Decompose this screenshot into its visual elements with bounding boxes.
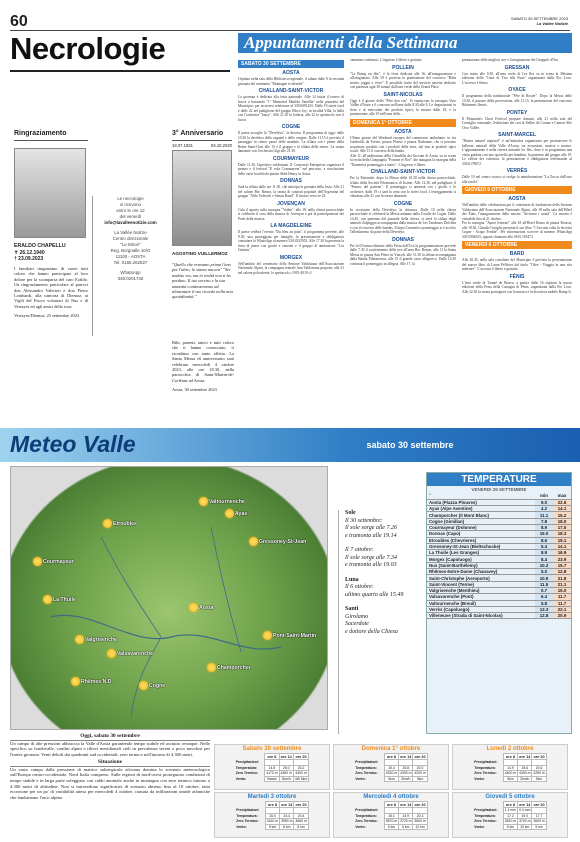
- table-row: Valtournenche (Breuil) 5.8 11.7: [427, 600, 571, 606]
- table-row: Cogne (Gimillan) 7.8 18.0: [427, 518, 571, 524]
- appuntamenti-banner: Appuntamenti della Settimana: [238, 33, 572, 53]
- forecast-panel: Lunedì 2 ottobre ore 8 ore 14 ore 20 Precipitazioni: Temperatura: 14.9 25.6 20.6 Zero Termico: 4400 m 4350 m 4250 m Vento: 5km 2km/h 5km: [452, 744, 568, 790]
- event-town: VERRÈS: [506, 168, 528, 174]
- event-town: DONNAS: [392, 236, 414, 243]
- map-location: Valgrisenche: [75, 635, 117, 644]
- header-date: SABATO 30 SETTEMBRE 2023 La Vallée Notizie: [511, 16, 568, 26]
- eraldo-text: I familiari ringraziano di cuore tutti coloro che hanno partecipato al loro dolore per la scomparsa del caro Eraldo. Un ringraziamento particolare al parroci don Alessandro Valerioti e don Pietro Lombardi, alla cantoria di Diemoz, ai Vigili del Fuoco volontari di Nus e di Verrayes ed agli amici dello tour. Verrayes/Diemoz, 25 settembre 2023: [14, 266, 88, 319]
- forecast-panel: Mercoledì 4 ottobre ore 8 ore 14 ore 20 Precipitazioni: Temperatura: 15.1 24.9 20.3 Zero Termico: 3870 m 3720 m 3600 m Vento: 5 km 5 km 10 km: [333, 792, 449, 838]
- event-town: SAINT-MARCEL: [498, 132, 536, 138]
- agostino-text: Bibi, parenti, amici e tutti coloro che ti hanno conosciuto, ti ricordano con tanto affetto. La Santa Messa di anniversario sarà celebrata mercoledì 4 ottobre 2023, alle ore 18.30, nella parrocchia di Saint-Martin-de-Corléans ad Aosta. Aosta, 30 settembre 2023: [172, 340, 234, 393]
- photo-agostino: [172, 150, 232, 246]
- sun-icon: [225, 509, 234, 518]
- forecast-day: Sabato 30 settembre: [242, 746, 302, 752]
- event-town: CHALLAND-SAINT-VICTOR: [370, 169, 436, 175]
- map-location: Gressoney-St-Jean: [249, 537, 306, 546]
- appuntamenti-col-1: [238, 58, 344, 420]
- sun-icon: [189, 603, 198, 612]
- event-town: COGNE: [281, 124, 301, 130]
- forecast-day: Martedì 3 ottobre: [247, 794, 297, 800]
- forecast-panel: Sabato 30 settembre ore 8 ore 14 ore 20 Precipitazioni: Temperatura: 14.5 25.0 20.2 Zero Termico: 4170 m 4360 m 4300 m Vento: Hstato 2km/h 4W 6km: [214, 744, 330, 790]
- forecast-panel: Giovedì 5 ottobre ore 8 ore 14 ore 20 Precipitazioni: 1.1 mm 0.4 mm Temperatura: 17.2 19.0 17.7 Zero Termico: 3810 m 3700 m 3600 m Vento: 5 km 10 km 5 km: [452, 792, 568, 838]
- map-location: Courmayeur: [33, 557, 74, 566]
- event-town: OYACE: [508, 87, 526, 93]
- sun-icon: [33, 557, 42, 566]
- event-text: Per la 67esima edizione della Festa dell'Uva la programmazione prevede dalle 7.30 il conferimento delle uve all'area Bec Renon, alle 11 la Santa Messa in piazza San Pietro in Vincoli, alle 11.30 la sfilata accompagnata dalla Banda Filarmonica, alle 15 il grande carro allegorico. Dalle 14.30 continua il pomeriggio in allegria. Alle 17, la: [350, 243, 456, 266]
- table-row: Villeneuve (Strada di Saint-Nicolas) 12.8 20.9: [427, 613, 571, 619]
- event-text: "La Bourg en fête", è la festa dedicata alle 16, all'inaugurazione e all'artigianato. Alle 18 è prevista la premiazione del concorso "Bâtir trotter, joggui e vivre". E possibile fruire del servizio navetta dedicato con partenza ogni 30 minuti dall'area verde della Grand Place.: [350, 71, 456, 89]
- ringraziamento-rule: [14, 140, 88, 141]
- map-location: Ayas: [225, 509, 247, 518]
- necro-info-box: Le necrologie si ricevono entro le ore 12 del venerdì info@lavalleenotizie.com La Vallée Notizie Centro direzionale "Le Miroir" Reg. Borgnalle 10/G 11100 - AOSTA Tel. 0165.262527 WhatsApp 348.0201746: [92, 196, 166, 336]
- map-location: La Thuile: [43, 595, 76, 604]
- table-row: Valsavarenche (Pont) 6.4 11.7: [427, 594, 571, 600]
- map-location: Cogne: [139, 681, 165, 690]
- forecast-day: Domenica 1° ottobre: [361, 746, 421, 752]
- forecast-day: Mercoledì 4 ottobre: [363, 794, 419, 800]
- event-town: AOSTA: [508, 196, 526, 202]
- sun-icon: [207, 663, 216, 672]
- event-town: BARD: [509, 251, 525, 257]
- event-text: In occasione della Devetéya, la chiusura. Dalle 10 nella chiesa parrocchiale si celebrerà la Messa animata dalla Coralle de Cogne. Dalle 14.45, con partenza dal piazzale della chiesa, si terrà la sfilata degli animali d'alpeggio accompagnata dalla musica de Les Tambours Dolchen e con il concerto delle bandas. Il dopo Cesenatico pomeriggio si è accolto l'allestimento da parte della Devetéya.: [350, 207, 456, 234]
- table-row: Courmayeur (Dolonne) 8.9 17.5: [427, 524, 571, 530]
- temperature-table: [427, 493, 571, 619]
- event-town: COGNE: [393, 200, 413, 207]
- meteo-title: Meteo Valle: [10, 431, 136, 457]
- event-town: POLLEIN: [392, 64, 414, 71]
- ephemeris: Sole Il 30 settembre: Il sole sorge alle 7.26 e tramonta alle 19.14 Il 7 ottobre: Il sole sorge alle 7.34 e tramonta alle 19.03 Luna Il 6 ottobre: ultimo quarto alle 15.49 Santi Girolamo Sacerdote e dottore della Chiesa: [338, 510, 420, 734]
- event-text: Il paese celebra l'evento "Du bleu au pain", il programma prevede, alle 9.30, una passeggiata per famiglie, la presentazione e obbligatoria contattare lo WhatsApp al numero 338.4335952. Alle 17.30 la presenta la festa di paese con giochi e canzoni e il gruppo di animazione "Les Gamins".: [238, 230, 344, 252]
- table-row: Donnas (Capo) 15.0 18.3: [427, 531, 571, 537]
- table-row: Saint-Vincent (Terme) 11.5 21.1: [427, 581, 571, 587]
- event-town: AOSTA: [282, 70, 300, 76]
- event-text: Sarà la sfilata dalle ore 11.30, che anticipa la giornata della festa. Alle 21 nel salone Bec Renon, la serata di canzoni popolari dell'Argentina del gruppo "Aldo Tedeschi e Simon Rand". Il ritorno verso le 23.: [238, 185, 344, 198]
- appuntamenti-col-3: [462, 58, 572, 420]
- map-location: Champorcher: [207, 663, 251, 672]
- day-band: DOMENICA 1° OTTOBRE: [350, 119, 456, 127]
- event-text: Per la Patronale, dopo la Messa delle 10.30 nella chiesa parrocchiale, sfilata della Società Filarmonica di Issime. Alle 12.30, nel padiglione il "Pranzo del patrono". Il pomeriggio si animerà con i giochi e le orchestre, dalle 19 ci sarà la cena con lo street food. I festeggiamenti si chiudono alle 21 con la serata danzante.: [350, 176, 456, 198]
- day-band: VENERDÌ 6 OTTOBRE: [462, 241, 572, 249]
- event-text: Per la rassegna "Aperò letterari" alle 18 all'Hotel Roma di piazza Roncas, alle 18.30, Claudio Gariglio presenta il suo libro "C'era una volta la ferrovia Cogne - Acque Fredde". Per informazioni scrivere al numero WhatsApp 349.5904025, oppure chiamare allo 0165.185473.: [462, 221, 572, 239]
- day-band: GIOVEDÌ 5 OTTOBRE: [462, 186, 572, 194]
- event-text: La giornata è dedicata alla festa patronale. Alle 14 inizia il torneo di bocce a baraonda "1° Memorial Matilda Vanellia" nella piazzetta del Municipio; per iscriversi telefonare al 339.6091435. Dalle 19 street food e dalle 22 nel padiglione del gruppo Bloco Joy, in località Villa, la balla con l'orchestra "Jazzy". Alle 21.30 la lotteria, alle 22 lo spettacolo con il fuoco.: [238, 95, 344, 122]
- event-town: SAINT-NICOLAS: [383, 91, 423, 98]
- event-town: AOSTA: [394, 128, 412, 135]
- temperature-title: TEMPERATURE: [427, 473, 571, 486]
- eraldo-dates: ✝ 26.12.1940 † 23.09.2023: [14, 250, 45, 262]
- table-row: Champorcher (Il Mont Blanc) 11.1 15.2: [427, 512, 571, 518]
- event-town: MORGEX: [279, 254, 303, 261]
- email-link[interactable]: info@lavalleenotizie.com: [104, 220, 157, 225]
- event-town: DONNAS: [280, 178, 302, 184]
- agostino-quote: "Quello che eravamo prima l'uno per l'altro, lo siamo ancora" "Sei andato via, ma in realtà non ti ho perduto. Il tuo sorriso e la tua umanità continueranno ad alimentare il tuo ricordo nella mia quotidianità.": [172, 262, 233, 300]
- event-text: cammino continua». L'ingresso è libero e gratuito.: [350, 58, 423, 62]
- event-town: COURMAYEUR: [273, 155, 309, 162]
- necro-rule: [10, 70, 230, 72]
- event-text: Il paese accoglie la "Devétéya", la discesa. Il programma di oggi: dalle 10.30 la devètéya della vaganté e delle vergine. Dalle 11.15 è previsto il passaggio in centro paese delle mandrie. La sfilata con i premi della Reine Saint-Ours alle 15 e il gruppo e la sfilata delle reines. La serata danzante con l'orchestra Gigi alle 21.30.: [238, 131, 344, 153]
- event-text: Nell'ambito delle celebrazioni per il centenario di fondazione della Sezione Valdostana dell'Associazione Nazionale Alpini, alle 18 nella sala dell'Hôtel des États, l'inaugurazione della mostra "Arrivano i nostri". La mostra è visitabile fino al 21 ottobre.: [462, 203, 572, 221]
- agostino-dates: 18.07.1931 04.10.2020: [172, 143, 232, 148]
- meteo-text: Oggi, sabato 30 settembre Un campo di alte pressioni abbraccia la Valle d'Aosta garantendo tempo stabile ed asciutto ovunque. Nelle specifico su fondovalle, confini alpini e rilievi meridionali cieli in prevalenza sereni o poco nuvolosi per l'intera giornata. Venti deboli dai quadranti sud occidentali; zero termico nell'intorno di 4.300 metri. Situazione Un vasto campo dalla pressione di matrice subtropicale africana domina lo scenario meteorologico sull'Europa centro-occidentale. Nord Italia compreso. Sulle regioni di nord-ovest proseguono condizioni di tempo stabile e in larga parte soleggiato con caldo anomalo anche in montagna con zero termico intorno a 4.300 metri di altitudine. Non si intravedono significativi di scenario almeno fino al 10 ottobre, fatta eccezione per un po' di variabilità attesa per mercoledì 4 ottobre, causata da infiltrazioni umide atlantiche che lambiranno l'arco alpino.: [10, 733, 210, 801]
- event-town: JOVENÇAN: [277, 200, 305, 207]
- map-location: Rhêmes N.D.: [71, 677, 113, 686]
- event-text: Alle 20.45, nella sala consiliare del Municipio è prevista la presentazione del nuovo libro di Laura Pellicier dal titolo "Oltre - Viaggio in una vita interiore". L'accesso è libero e gratuito.: [462, 258, 572, 271]
- anniversario-label: 3° Anniversario: [172, 130, 224, 137]
- page-number: 60: [10, 13, 28, 30]
- aosta-map: [10, 466, 328, 730]
- necrologie-title: Necrologie: [10, 31, 166, 66]
- table-row: Valgrisenche (Menthieu) 0.7 15.0: [427, 587, 571, 593]
- event-town: LA MAGDELEINE: [270, 223, 312, 229]
- day-band: SABATO 30 SETTEMBRE: [238, 60, 344, 68]
- appuntamenti-col-2: [350, 58, 456, 420]
- forecast-panel: Martedì 3 ottobre ore 8 ore 14 ore 20 Precipitazioni: Temperatura: 15.0 24.4 20.4 Zero Termico: 4160 m 3950 m 3660 m Vento: 9 km 8 km 8 km: [214, 792, 330, 838]
- meteo-date-band: sabato 30 settembre: [366, 440, 454, 450]
- table-row: Verrès (Capoluogo) 13.3 22.1: [427, 606, 571, 612]
- sun-icon: [43, 595, 52, 604]
- event-text: Nell'ambito del centenario della Sezione Valdostana dell'Associazione Nazionale Alpini, la compagnia teatrale Ana Valdostana propone, alle 21 nel salone polivalente, lo spettacolo «1919-2019: il: [238, 261, 344, 275]
- sun-icon: [71, 677, 80, 686]
- sun-icon: [75, 635, 84, 644]
- event-text: Il programma della tradizionale "Fête di Rosier". Dopo la Messa delle 10.30, il passare della processione, alle 11.15, la premiazione del concorso Bâtiments fleuris.: [462, 94, 572, 107]
- event-text: Con inizio alle 9.30, all'area verde di Les Iles va in scena la 38esima edizione della "Gara di Tiro alla Fune" organizzata dalla Pro Loco. L'accesso è libero.: [462, 71, 572, 85]
- eraldo-name: ERALDO CHAPELLU: [14, 243, 66, 249]
- table-row: Morgex (Capoluogo) 8.4 23.9: [427, 556, 571, 562]
- event-town: GRESSAN: [504, 64, 530, 71]
- event-text: "Reiner naturel regional" è un'iniziativa organizzata per promuovere le bellezze naturali della Valle d'Aosta, tra escursioni, musica e mostre. L'appuntamento è nella riserva naturale les Iles, dove è in programma una visita guidata con uno sportello per bambini, la partenza dal gruppo alle 19. Le offerte dei volontari, la prenotazione è obbligatoria telefonando al 338.6178672.: [462, 139, 572, 166]
- sun-icon: [199, 497, 208, 506]
- map-location: Valtournenche: [199, 497, 245, 506]
- event-text: L'area verde di Tzanté de Bouva, a partire dalle 16 ospiterà la nuova edizione della Festa della Castagna di Fénis, organizzata dalla Pro Loco. Alle 22.30 la serata proseguirà con la musica e la discoteca mobile Rump It.: [462, 280, 572, 294]
- event-town: CHALLAND-SAINT-VICTOR: [258, 88, 324, 94]
- forecast-day: Lunedì 2 ottobre: [486, 746, 534, 752]
- table-row: Rhêmes-Notre-Dame (Chanavey) 5.0 12.8: [427, 569, 571, 575]
- agostino-name: AGOSTINO VUILLERMOZ: [172, 251, 228, 256]
- forecast-day: Giovedì 5 ottobre: [485, 794, 535, 800]
- event-text: Il Mountain's Choir Festival propone domani, alle 21 nella sala del Consiglio comunale, l'esibizione dei cori la Valliec de Cornaz e Cantori Alte Orco Vallée.: [462, 116, 572, 130]
- event-text: Dalle 11.30, l'aperitivo valdostano. Il Consorzio Entreprises organizza il pranzo e il festival "E vola Courmayeur" nel percorso, a conclusione delle varie località da piazza Abbé Henry in Aosta.: [238, 162, 344, 176]
- temperature-header: ° min max: [427, 493, 571, 499]
- event-text: Oggi è il giorno della "Féta dou vin". Si riuniscono la rassegna Vino Vallée d'Aoste e il concorso nell'area dalle 8.30 alle 9. Le degustazioni in fiera e al mercatino dei prodotti tipici; la mostra dalle 18, e la premiazione, alle 19 nell'area delle...: [350, 98, 456, 116]
- sun-icon: [249, 537, 258, 546]
- event-text: Ospitato nella sala della Biblioteca regionale, il sabato dalle 9 la seconda giornata del seminario "Montagne et identité".: [238, 77, 344, 86]
- map-location: Aosta: [189, 603, 213, 612]
- event-text: Dalle 10 nel centro storico si svolge la manifestazione "La Zucca dall'orto alla tavola".: [462, 175, 572, 184]
- event-town: FÉNIS: [509, 273, 525, 280]
- event-text: Alle 11, all'auditorium della Cittadella dei Giovani di Aosta, va in scena la recita della Compagnia "Pomme et Noe" che inaugura la rassegna della "Domenica pomeriggio a teatro". L'ingresso è libero.: [350, 153, 456, 167]
- event-text: Cala il sipario sulla rassegna "Vatlen": alle 18, nella chiesa parrocchiale si celebrerà il coro della musica di Jovençan e poi la partecipazione dei Poeti della musica.: [238, 207, 344, 221]
- sun-icon: [263, 631, 272, 640]
- sun-icon: [107, 649, 116, 658]
- event-text: Ultimo giorno del Weekend europeo del commercio ambulante: in via Garibaldi, da Torino, piazza Plouve e piazza Narbonne, che si possono acquistare prodotti con i prodotti della terra, dai vini ai prodotti tipici locali. Alle 15 il concerto della banda.: [350, 135, 456, 153]
- table-row: Ayas (Alpe Aventine) 4.2 14.1: [427, 506, 571, 512]
- table-row: Saint-Christophe (Aeroporto) 10.9 21.8: [427, 575, 571, 581]
- map-location: Valsavarenche: [107, 649, 153, 658]
- table-row: Etroubles (Chevrieres) 8.6 19.1: [427, 537, 571, 543]
- photo-eraldo: [14, 148, 86, 238]
- map-location: Pont-Saint-Martin: [263, 631, 316, 640]
- temperature-box: TEMPERATURE VENERDI 29 SETTEMBRE ° min max Aosta (Piazza Plouves) 9.0 22.6 Ayas (Alpe Aventine) 4.2 14.1 Champorcher (Il Mont Blanc) 11.1 15.2 Cogne (Gimillan) 7.8 18.0 Courmayeur (Dolonne) 8.9 17.5 Donnas (Capo) 15.0 18.3 Etroubles (Chevrieres) 8.6 19.1 Gressoney-St-Jean (Bieltschocke) 5.4 14.1 La Thuile (Les Granges) 8.9 16.9 Morgex (Capoluogo) 8.4 23.9 Nus (Saint-Barthélemy) 10.2 15.7 Rhêmes-Notre-Dame (Chanavey) 5.0 12.8 Saint-Christophe (Aeroporto) 10.9 21.8 Saint-Vincent (Terme) 11.5 21.1 Valgrisenche (Menthieu) 0.7 15.0 Valsavarenche (Pont) 6.4 11.7 Valtournenche (Breuil) 5.8 11.7 Verrès (Capoluogo) 13.3 22.1 Villeneuve (Strada di Saint-Nicolas) 12.8 20.9: [426, 472, 572, 734]
- map-location: Etroubles: [103, 519, 137, 528]
- table-row: Nus (Saint-Barthélemy) 10.2 15.7: [427, 562, 571, 568]
- forecast-panel: Domenica 1° ottobre ore 8 ore 14 ore 20 Precipitazioni: Temperatura: 15.4 25.8 20.0 Zero Termico: 4320 m 4300 m 4200 m Vento: 5km 2km/h 5km: [333, 744, 449, 790]
- table-row: Gressoney-St-Jean (Bieltschocke) 5.4 14.1: [427, 543, 571, 549]
- table-row: La Thuile (Les Granges) 8.9 16.9: [427, 550, 571, 556]
- table-row: Aosta (Piazza Plouves) 9.0 22.6: [427, 499, 571, 505]
- event-text: premiazione delle migliori uve e l'assegnazione dei Grappoli d'Oro.: [462, 58, 559, 62]
- ringraziamento-label: Ringraziamento: [14, 130, 67, 137]
- event-town: PONTEY: [506, 109, 528, 116]
- anniversario-rule: [172, 140, 232, 141]
- sun-icon: [103, 519, 112, 528]
- sun-icon: [139, 681, 148, 690]
